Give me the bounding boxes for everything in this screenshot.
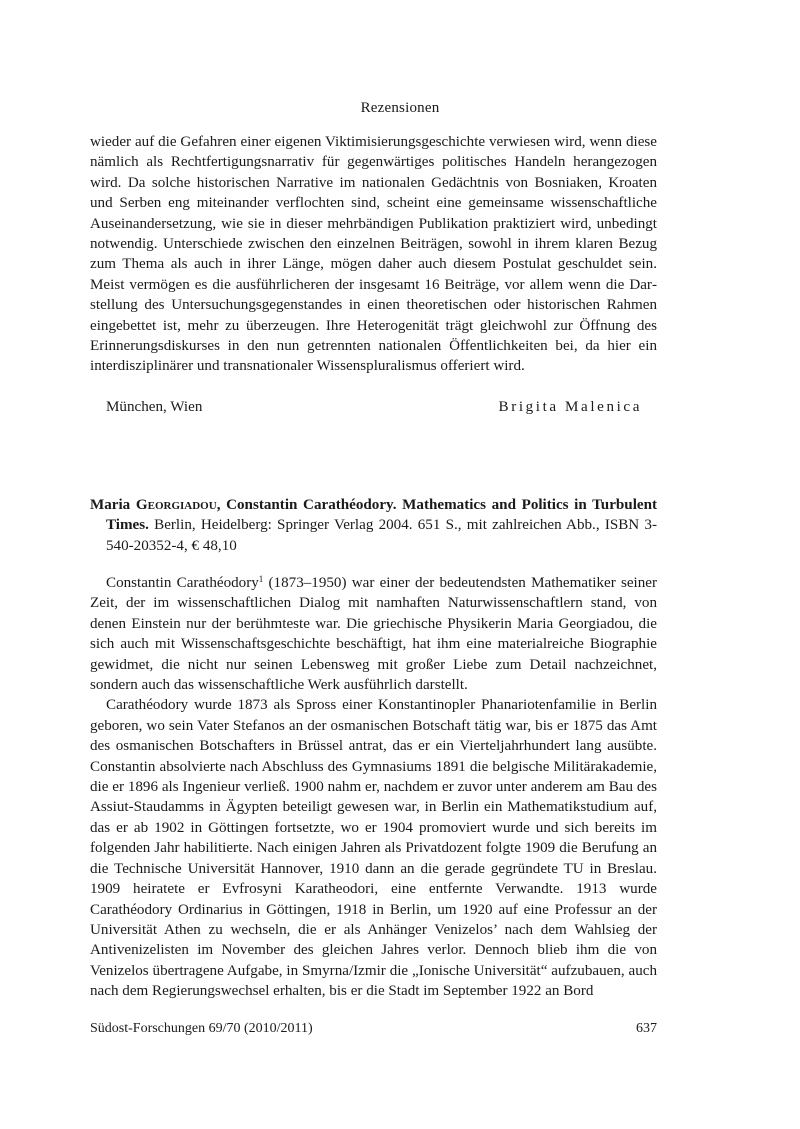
page-number: 637 — [636, 1021, 657, 1036]
review-b-p1-start: Constantin Carathéodory — [106, 575, 259, 591]
journal-citation: Südost-Forschungen 69/70 (2010/2011) — [90, 1021, 313, 1036]
page-footer — [90, 1021, 657, 1037]
citation-details: Berlin, Heidelberg: Springer Verlag 2004. 651 S., mit zahlreichen Abb., ISBN 3-540-20352-4, € 48,10 — [106, 517, 657, 554]
review-b-p1-rest: (1873–1950) war einer der bedeutendsten Mathematiker seiner Zeit, der im wissenschaftlichen Dialog mit namhaften Naturwissenschaftlern stand, von denen Einstein nur der berühmteste war. Die griechische Physikerin Maria Georgiadou, die sich auch mit Wissenschaftsgeschichte beschäftigt, hat ihm eine materialreiche Biographie gewidmet, die nicht nur seinen Lebensweg mit großer Liebe zum Detail nachzeichnet, sondern auch das wissenschaftliche Werk ausführlich darstellt. — [90, 575, 658, 694]
running-head: Rezensionen — [360, 100, 440, 116]
review-b-body — [90, 573, 657, 1002]
footnote-marker[interactable]: 1 — [258, 574, 264, 584]
citation-author-first: Maria — [90, 497, 131, 513]
citation-separator: , — [216, 497, 227, 513]
book-citation — [90, 495, 657, 556]
reviewer-name: Brigita Malenica — [498, 399, 642, 415]
citation-author-last: Georgiadou — [135, 497, 217, 513]
signature-place: München, Wien — [106, 399, 203, 415]
review-a-paragraph: wieder auf die Gefahren einer eigenen Viktimisierungsgeschichte verwiesen wird, wenn diese nämlich als Rechtfertigungsnarrativ für gegenwärtiges politisches Handeln herangezogen wird. Da solche historischen Narrative im nationalen Gedächtnis von Bosniaken, Kroaten und Serben eng miteinander verflochten sind, scheint eine gemeinsame wissenschaftliche Auseinandersetzung, wie sie in dieser mehrbändigen Publikation praktiziert wird, unbedingt notwendig. Unterschiede zwischen den einzelnen Beiträgen, sowohl in ihrem klaren Bezug zum Thema als auch in ihrer Länge, mögen daher auch diesem Postulat geschuldet sein. Meist vermögen es die ausführlicheren der insgesamt 16 Beiträge, vor allem wenn die Darstellung des Untersuchungsgegenstandes in einen theoretischen oder historischen Rahmen eingebettet ist, mehr zu überzeugen. Ihre Heterogenität trägt gleichwohl zur Öffnung des Erinnerungsdiskurses in den nun getrennten nationalen Öffentlichkeiten bei, da hier ein interdisziplinärer und transnationaler Wissenspluralismus offeriert wird. — [90, 134, 657, 375]
review-b-paragraph-2: Carathéodory wurde 1873 als Spross einer Konstantinopler Phanariotenfamilie in Berlin geboren, wo sein Vater Stefanos an der osmanischen Botschaft tätig war, bis er 1875 das Amt des osmanischen Botschafters in Brüssel antrat, das er ein Vierteljahrhundert lang ausübte. Constantin absolvierte nach Abschluss des Gymnasiums 1891 die belgische Militärakademie, die er 1896 als Ingenieur verließ. 1900 nahm er, nachdem er zuvor unter anderem am Bau des Assiut-Staudamms in Ägypten beteiligt gewesen war, in Berlin ein Mathematikstudium auf, das er ab 1902 in Göttingen fortsetzte, wo er 1904 promoviert wurde und sich bereits im folgenden Jahr habilitierte. Nach einigen Jahren als Privatdozent folgte 1909 die Berufung an die Technische Universität Hannover, 1910 dann an die gerade gegründete TU in Breslau. 1909 heiratete er Evfrosyni Karatheodori, eine entfernte Verwandte. 1913 wurde Carathéodory Ordinarius in Göttingen, 1918 in Berlin, um 1920 auf eine Professur an der Universität Athen zu wechseln, die er als Anhänger Venizelos’ nach dem Wahlsieg der Antivenizelisten im November des gleichen Jahres verlor. Dennoch blieb ihm die von Venizelos übertragene Aufgabe, in Smyrna/Izmir die „Ionische Universität“ aufzubauen, auch nach dem Regierungswechsel erhalten, bis er die Stadt im September 1922 an Bord — [90, 697, 657, 1000]
citation-title: Constantin Carathéodory. Mathematics and Politics in Turbulent Times. — [106, 497, 658, 534]
review-b-paragraph-1 — [90, 573, 657, 695]
review-a-signature — [90, 399, 642, 416]
review-a-body — [90, 132, 657, 377]
